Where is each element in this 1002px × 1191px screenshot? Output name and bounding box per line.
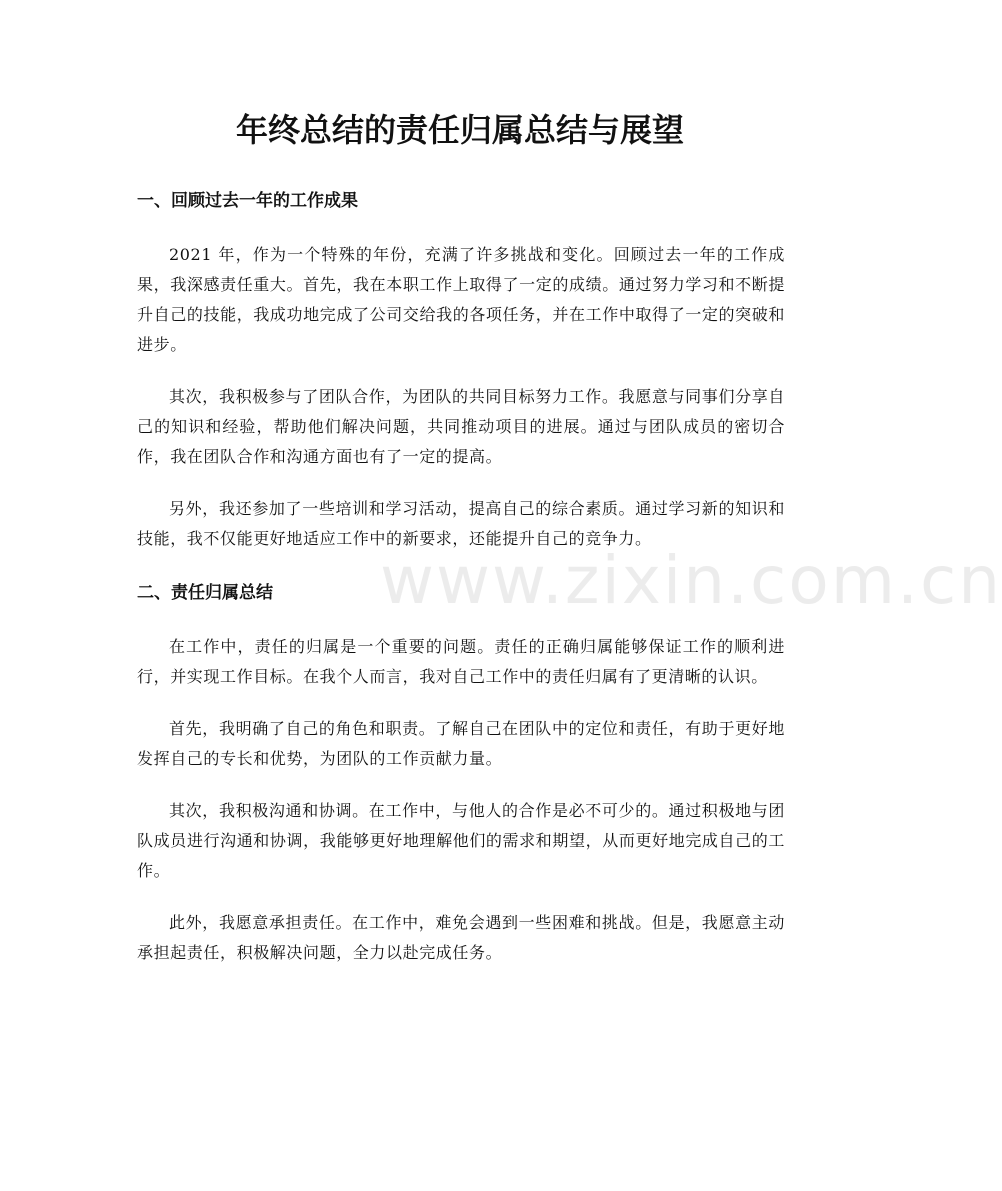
paragraph: 其次，我积极沟通和协调。在工作中，与他人的合作是必不可少的。通过积极地与团队成员进行沟通和协调，我能够更好地理解他们的需求和期望，从而更好地完成自己的工作。 <box>137 801 785 880</box>
paragraph: 其次，我积极参与了团队合作，为团队的共同目标努力工作。我愿意与同事们分享自己的知识和经验，帮助他们解决问题，共同推动项目的进展。通过与团队成员的密切合作，我在团队合作和沟通方面也有了一定的提高。 <box>137 387 785 466</box>
watermark: www.zixin.com.cn <box>380 542 1002 619</box>
document-body <box>137 184 785 990</box>
paragraph: 此外，我愿意承担责任。在工作中，难免会遇到一些困难和挑战。但是，我愿意主动承担起责任，积极解决问题，全力以赴完成任务。 <box>137 913 785 962</box>
paragraph: 首先，我明确了自己的角色和职责。了解自己在团队中的定位和责任，有助于更好地发挥自己的专长和优势，为团队的工作贡献力量。 <box>137 719 785 768</box>
section-heading-responsibility: 二、责任归属总结 <box>137 583 273 603</box>
paragraph: 2021 年，作为一个特殊的年份，充满了许多挑战和变化。回顾过去一年的工作成果，我深感责任重大。首先，我在本职工作上取得了一定的成绩。通过努力学习和不断提升自己的技能，我成功地完成了公司交给我的各项任务，并在工作中取得了一定的突破和进步。 <box>137 245 785 354</box>
paragraph: 另外，我还参加了一些培训和学习活动，提高自己的综合素质。通过学习新的知识和技能，我不仅能更好地适应工作中的新要求，还能提升自己的竞争力。 <box>137 499 785 548</box>
paragraph: 在工作中，责任的归属是一个重要的问题。责任的正确归属能够保证工作的顺利进行，并实现工作目标。在我个人而言，我对自己工作中的责任归属有了更清晰的认识。 <box>137 637 785 686</box>
page-title: 年终总结的责任归属总结与展望 <box>235 111 684 149</box>
section-heading-review: 一、回顾过去一年的工作成果 <box>137 191 358 211</box>
